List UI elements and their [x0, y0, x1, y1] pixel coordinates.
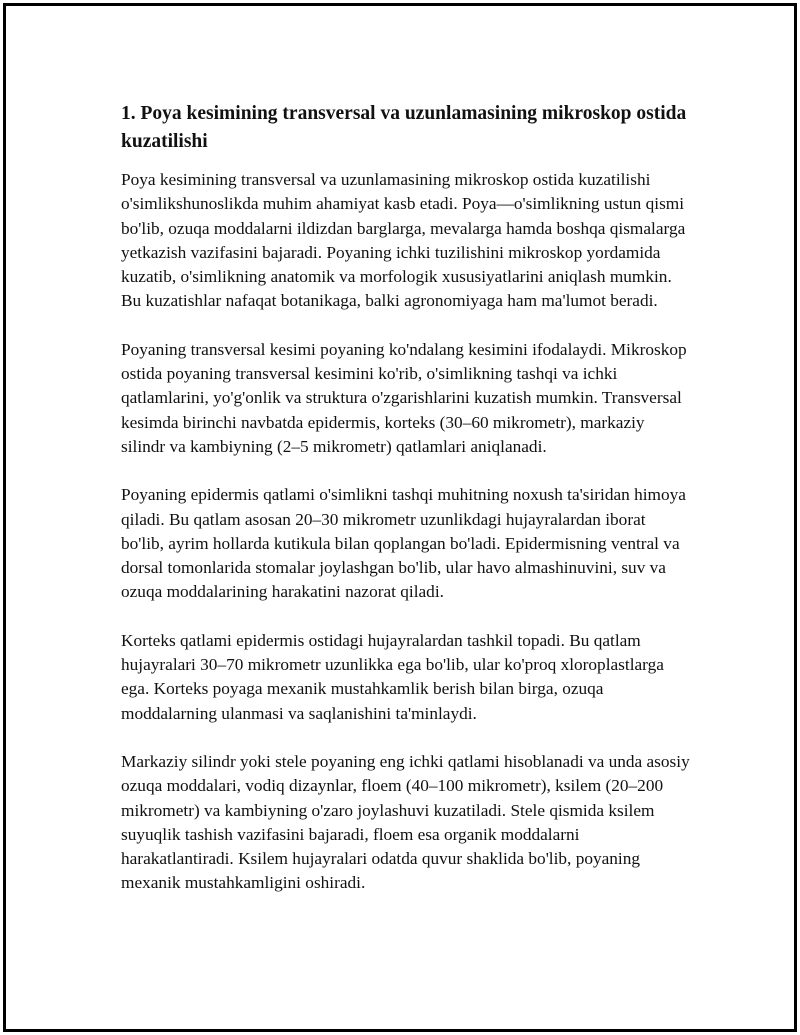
section-heading: 1. Poya kesimining transversal va uzunlamasining mikroskop ostida kuzatilishi — [121, 103, 687, 152]
document-body — [121, 100, 691, 920]
paragraph-intro: Poya kesimining transversal va uzunlamasining mikroskop ostida kuzatilishi o'simlikshunoslikda muhim ahamiyat kasb etadi. Poya—o'simlikning ustun qismi bo'lib, ozuqa moddalarni ildizdan barglarga, mevalarga hamda boshqa qismalarga yetkazish vazifasini bajaradi. Poyaning ichki tuzilishini mikroskop yordamida kuzatib, o'simlikning anatomik va morfologik xususiyatlarini aniqlash mumkin. Bu kuzatishlar nafaqat botanikaga, balki agronomiyaga ham ma'lumot beradi. — [121, 170, 686, 311]
paragraph-epidermis: Poyaning epidermis qatlami o'simlikni tashqi muhitning noxush ta'siridan himoya qiladi. Bu qatlam asosan 20–30 mikrometr uzunlikdagi hujayralardan iborat bo'lib, ayrim hollarda kutikula bilan qoplangan bo'ladi. Epidermisning ventral va dorsal tomonlarida stomalar joylashgan bo'lib, ular havo almashinuvini, suv va ozuqa moddalarining harakatini nazorat qiladi. — [121, 485, 686, 602]
paragraph-cortex: Korteks qatlami epidermis ostidagi hujayralardan tashkil topadi. Bu qatlam hujayralari 30–70 mikrometr uzunlikka ega bo'lib, ular ko'proq xloroplastlarga ega. Korteks poyaga mexanik mustahkamlik berish bilan birga, ozuqa moddalarning ulanmasi va saqlanishini ta'minlaydi. — [121, 630, 664, 723]
paragraph-transversal-section: Poyaning transversal kesimi poyaning ko'ndalang kesimini ifodalaydi. Mikroskop ostida poyaning transversal kesimini ko'rib, o'simlikning tashqi va ichki qatlamlarini, yo'g'onlik va struktura o'zgarishlarini kuzatish mumkin. Transversal kesimda birinchi navbatda epidermis, korteks (30–60 mikrometr), markaziy silindr va kambiyning (2–5 mikrometr) qatlamlari aniqlanadi. — [121, 339, 687, 456]
page-frame — [3, 3, 797, 1032]
paragraph-stele: Markaziy silindr yoki stele poyaning eng ichki qatlami hisoblanadi va unda asosiy ozuqa moddalari, vodiq dizaynlar, floem (40–100 mikrometr), ksilem (20–200 mikrometr) va kambiyning o'zaro joylashuvi kuzatiladi. Stele qismida ksilem suyuqlik tashish vazifasini bajaradi, floem esa organik moddalarni harakatlantiradi. Ksilem hujayralari odatda quvur shaklida bo'lib, poyaning mexanik mustahkamligini oshiradi. — [121, 751, 690, 893]
